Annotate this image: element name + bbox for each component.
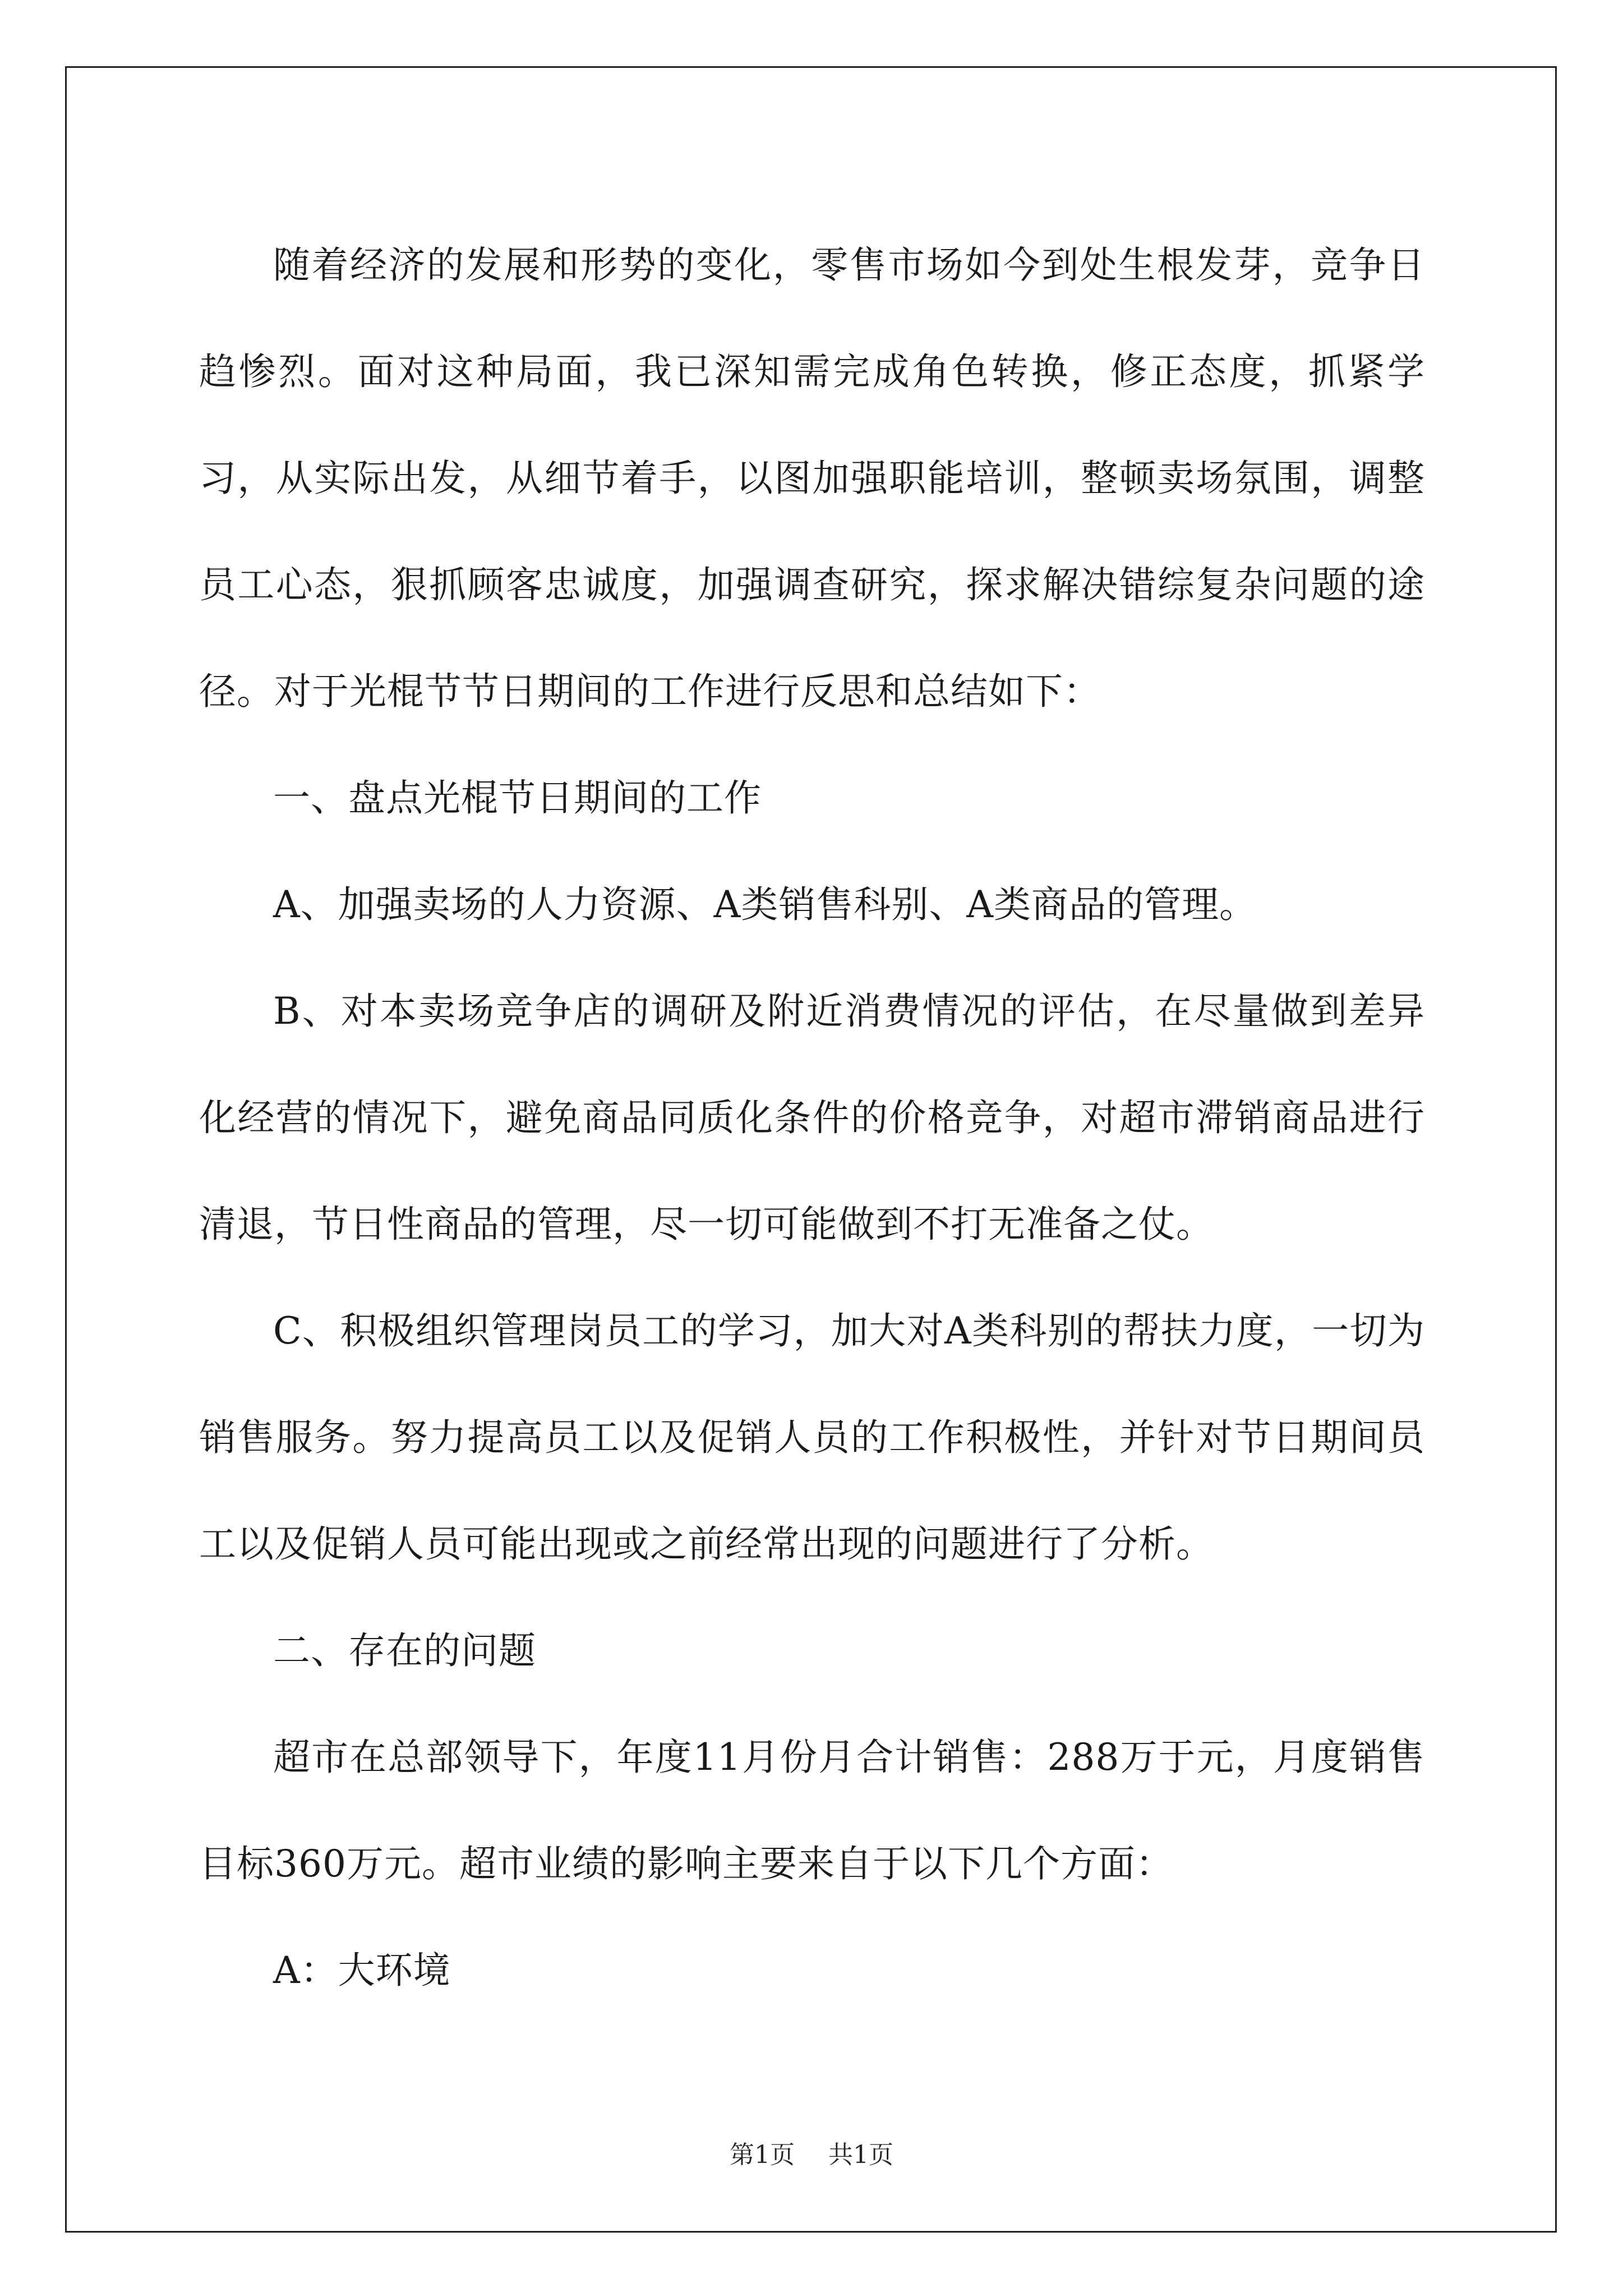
- heading-section-1: 一、盘点光棍节日期间的工作: [273, 776, 762, 820]
- paragraph-item-c: C、积极组织管理岗员工的学习，加大对A类科别的帮扶力度，一切为销售服务。努力提高员工以及促销人员的工作积极性，并针对节日期间员工以及促销人员可能出现或之前经常出现的问题进行了分析。: [199, 1309, 1425, 1566]
- paragraph-item-a: A、加强卖场的人力资源、A类销售科别、A类商品的管理。: [273, 883, 1257, 926]
- page-total: 共1页: [828, 2141, 893, 2169]
- document-body: [199, 212, 1425, 2024]
- paragraph-item-b: B、对本卖场竞争店的调研及附近消费情况的评估，在尽量做到差异化经营的情况下，避免商品同质化条件的价格竞争，对超市滞销商品进行清退，节日性商品的管理，尽一切可能做到不打无准备之仗。: [199, 990, 1425, 1246]
- page-number: 第1页: [730, 2141, 795, 2169]
- paragraph-environment: A：大环境: [273, 1949, 451, 1992]
- paragraph-intro: 随着经济的发展和形势的变化，零售市场如今到处生根发芽，竞争日趋惨烈。面对这种局面，我已深知需完成角色转换，修正态度，抓紧学习，从实际出发，从细节着手，以图加强职能培训，整顿卖场氛围，调整员工心态，狠抓顾客忠诚度，加强调查研究，探求解决错综复杂问题的途径。对于光棍节节日期间的工作进行反思和总结如下：: [199, 243, 1425, 713]
- paragraph-sales: 超市在总部领导下，年度11月份月合计销售：288万于元，月度销售目标360万元。超市业绩的影响主要来自于以下几个方面：: [199, 1736, 1425, 1885]
- page-footer: [0, 2134, 1623, 2170]
- heading-section-2: 二、存在的问题: [273, 1629, 536, 1672]
